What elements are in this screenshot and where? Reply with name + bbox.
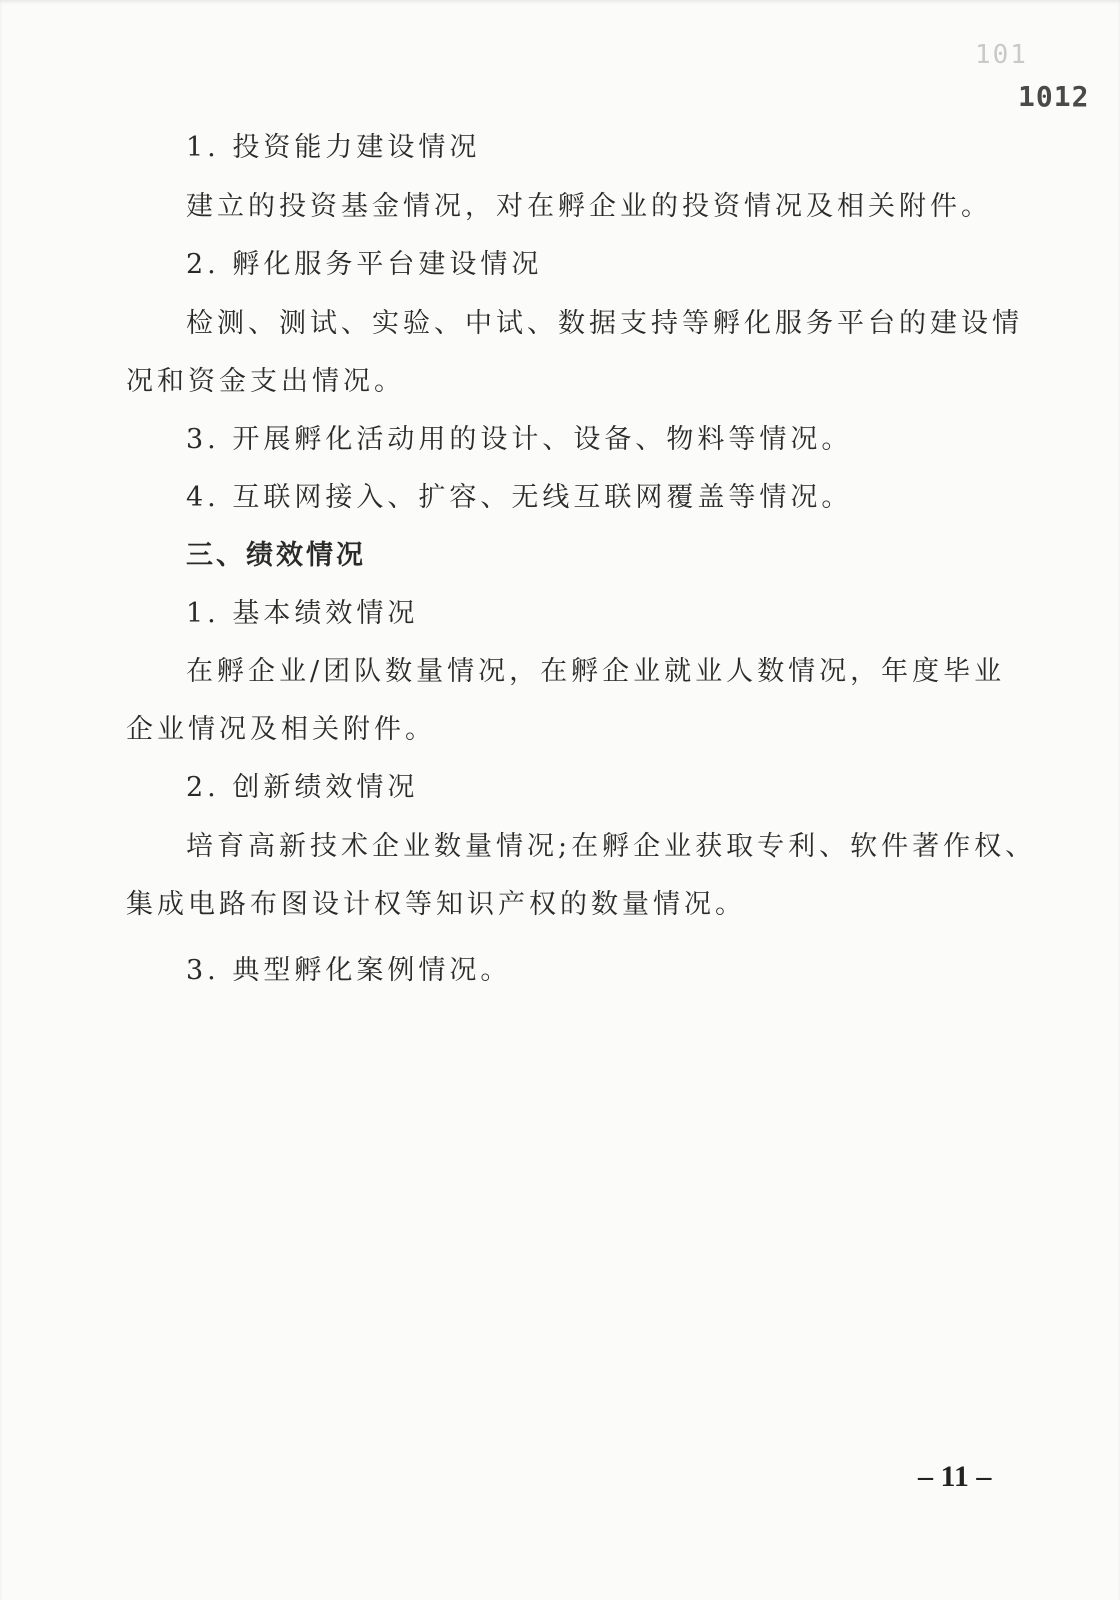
paragraph-platform-line-1: 检测、测试、实验、中试、数据支持等孵化服务平台的建设情 — [186, 308, 1023, 339]
handwritten-page-stamp: 1012 — [1018, 80, 1090, 113]
item-internet-access: 4. 互联网接入、扩容、无线互联网覆盖等情况。 — [186, 482, 853, 513]
item-incubation-activities: 3. 开展孵化活动用的设计、设备、物料等情况。 — [186, 424, 853, 455]
item-investment-capacity: 1. 投资能力建设情况 — [186, 132, 481, 163]
paragraph-investment-fund: 建立的投资基金情况，对在孵企业的投资情况及相关附件。 — [186, 191, 992, 222]
paragraph-platform-line-2: 况和资金支出情况。 — [126, 366, 405, 397]
item-innovation-performance: 2. 创新绩效情况 — [186, 772, 419, 803]
faint-stamp-number: 101 — [975, 40, 1028, 70]
paragraph-innovation-line-2: 集成电路布图设计权等知识产权的数量情况。 — [126, 889, 746, 920]
paragraph-innovation-line-1: 培育高新技术企业数量情况;在孵企业获取专利、软件著作权、 — [186, 831, 1037, 862]
item-service-platform: 2. 孵化服务平台建设情况 — [186, 249, 543, 280]
item-basic-performance: 1. 基本绩效情况 — [186, 598, 419, 629]
page-number: – 11 – — [918, 1460, 992, 1493]
paragraph-basic-line-2: 企业情况及相关附件。 — [126, 714, 436, 745]
paragraph-basic-line-1: 在孵企业/团队数量情况，在孵企业就业人数情况，年度毕业 — [186, 656, 1006, 687]
item-typical-cases: 3. 典型孵化案例情况。 — [186, 955, 512, 986]
section-heading-performance: 三、绩效情况 — [186, 540, 366, 571]
